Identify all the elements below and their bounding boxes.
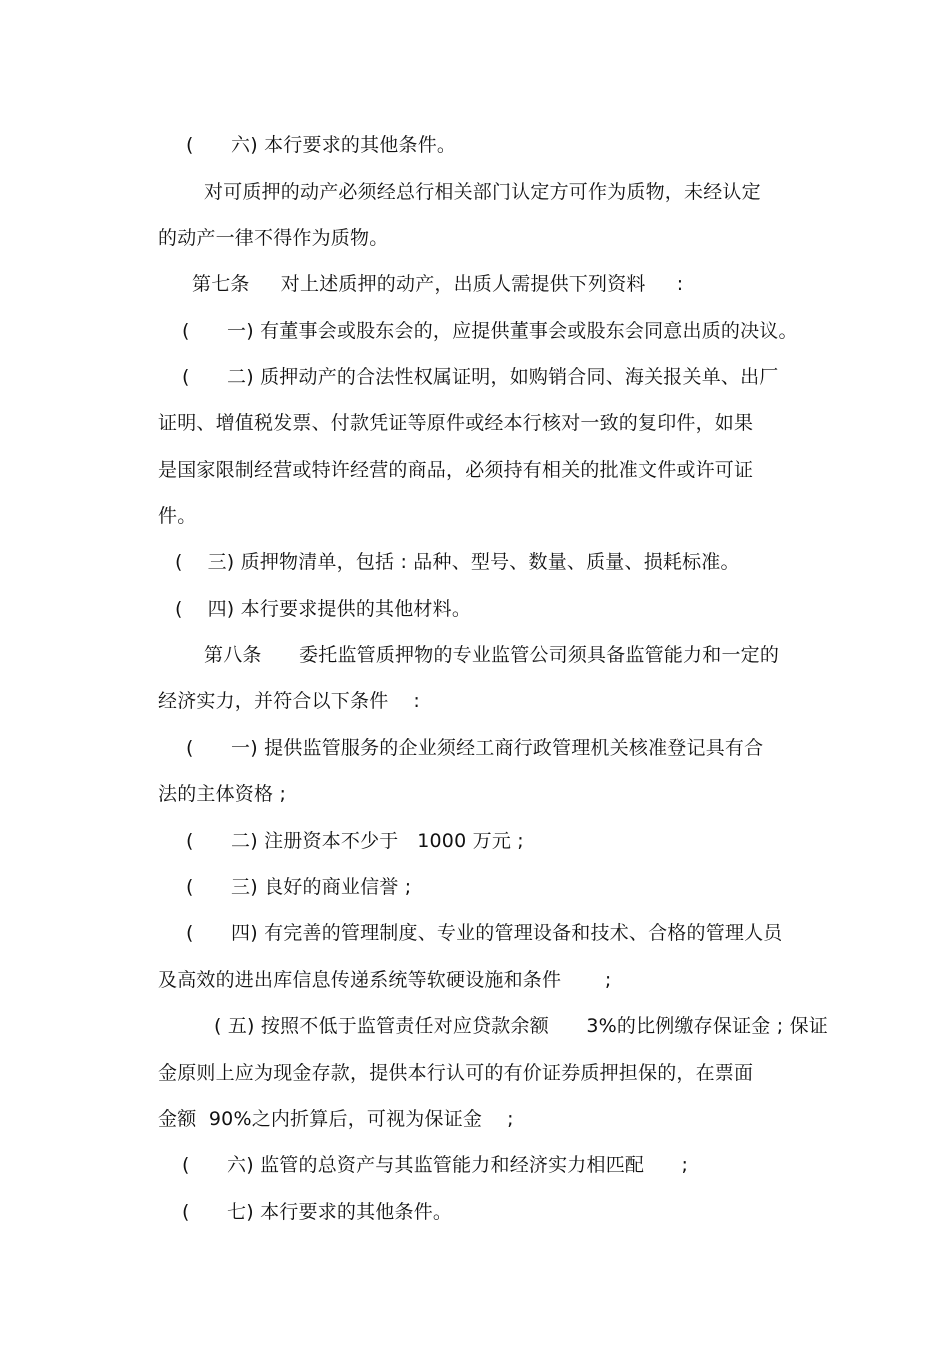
article-7-heading: 第七条 对上述质押的动产，出质人需提供下列资料 :: [192, 273, 684, 295]
article-7-item-1: ( 一) 有董事会或股东会的，应提供董事会或股东会同意出质的决议。: [182, 320, 798, 342]
clause-6-other-conditions: ( 六) 本行要求的其他条件。: [186, 134, 457, 156]
article-8-item-5-cont-2: 金额 90%之内折算后，可视为保证金 ;: [158, 1108, 514, 1130]
article-8-item-5: ( 五) 按照不低于监管责任对应贷款余额 3%的比例缴存保证金 ; 保证: [214, 1015, 828, 1037]
article-8-item-1: ( 一) 提供监管服务的企业须经工商行政管理机关核准登记具有合: [186, 737, 764, 759]
article-7-item-2-cont-3: 件。: [158, 505, 197, 527]
article-8-heading: 第八条 委托监管质押物的专业监管公司须具备监管能力和一定的: [204, 644, 780, 666]
paragraph-pledge-approval-cont: 的动产一律不得作为质物。: [158, 227, 389, 249]
article-8-item-6: ( 六) 监管的总资产与其监管能力和经济实力相匹配 ;: [182, 1154, 689, 1176]
article-7-item-4: ( 四) 本行要求提供的其他材料。: [175, 598, 472, 620]
article-7-item-2: ( 二) 质押动产的合法性权属证明，如购销合同、海关报关单、出厂: [182, 366, 779, 388]
article-7-item-2-cont-1: 证明、增值税发票、付款凭证等原件或经本行核对一致的复印件，如果: [158, 412, 754, 434]
article-7-item-3: ( 三) 质押物清单，包括 : 品种、型号、数量、质量、损耗标准。: [175, 551, 740, 573]
article-7-item-2-cont-2: 是国家限制经营或特许经营的商品，必须持有相关的批准文件或许可证: [158, 459, 754, 481]
article-8-item-1-cont: 法的主体资格 ;: [158, 783, 287, 805]
article-8-item-7: ( 七) 本行要求的其他条件。: [182, 1201, 453, 1223]
article-8-item-3: ( 三) 良好的商业信誉 ;: [186, 876, 412, 898]
article-8-heading-cont: 经济实力，并符合以下条件 :: [158, 690, 420, 712]
article-8-item-2: ( 二) 注册资本不少于 1000 万元 ;: [186, 830, 524, 852]
paragraph-pledge-approval: 对可质押的动产必须经总行相关部门认定方可作为质物，未经认定: [204, 181, 761, 203]
article-8-item-5-cont-1: 金原则上应为现金存款，提供本行认可的有价证券质押担保的，在票面: [158, 1062, 754, 1084]
article-8-item-4-cont: 及高效的进出库信息传递系统等软硬设施和条件 ;: [158, 969, 612, 991]
article-8-item-4: ( 四) 有完善的管理制度、专业的管理设备和技术、合格的管理人员: [186, 922, 783, 944]
